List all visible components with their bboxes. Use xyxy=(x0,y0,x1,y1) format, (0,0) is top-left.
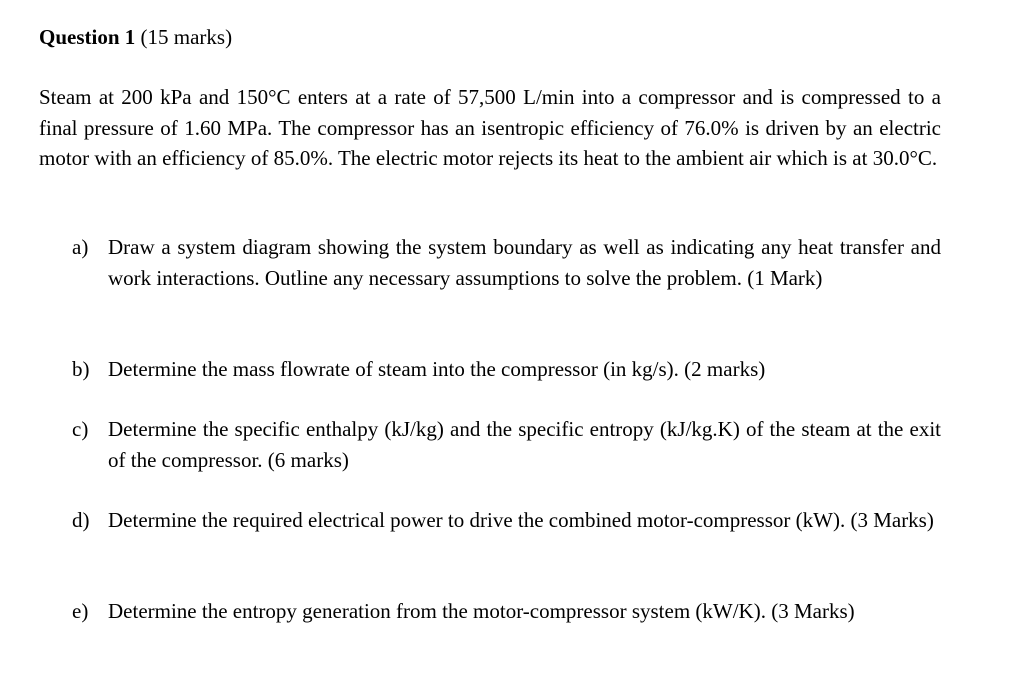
question-part-d xyxy=(72,505,941,536)
part-text: Draw a system diagram showing the system boundary as well as indicating any heat transfer and work interactions. Outline any necessary assumptions to solve the problem. (1 Mark) xyxy=(108,235,941,290)
question-part-a xyxy=(72,232,941,293)
part-marker: d) xyxy=(72,508,90,532)
part-text: Determine the required electrical power to drive the combined motor-compressor (kW). (3 Marks) xyxy=(108,508,934,532)
part-marker: c) xyxy=(72,417,89,441)
part-text: Determine the specific enthalpy (kJ/kg) and the specific entropy (kJ/kg.K) of the steam at the exit of the compressor. (6 marks) xyxy=(108,417,941,472)
part-marker: e) xyxy=(72,599,89,623)
question-intro: Steam at 200 kPa and 150°C enters at a rate of 57,500 L/min into a compressor and is compressed to a final pressure of 1.60 MPa. The compressor has an isentropic efficiency of 76.0% is driven by an electric motor with an efficiency of 85.0%. The electric motor rejects its heat to the ambient air which is at 30.0°C. xyxy=(39,85,941,170)
part-marker: a) xyxy=(72,235,89,259)
question-part-b xyxy=(72,354,941,385)
part-marker: b) xyxy=(72,357,90,381)
question-part-e xyxy=(72,596,941,627)
part-text: Determine the mass flowrate of steam into the compressor (in kg/s). (2 marks) xyxy=(108,357,766,381)
question-number: Question 1 xyxy=(39,25,136,49)
question-marks: (15 marks) xyxy=(140,25,233,49)
question-heading xyxy=(39,23,232,51)
question-part-c xyxy=(72,414,941,475)
part-text: Determine the entropy generation from the motor-compressor system (kW/K). (3 Marks) xyxy=(108,599,855,623)
